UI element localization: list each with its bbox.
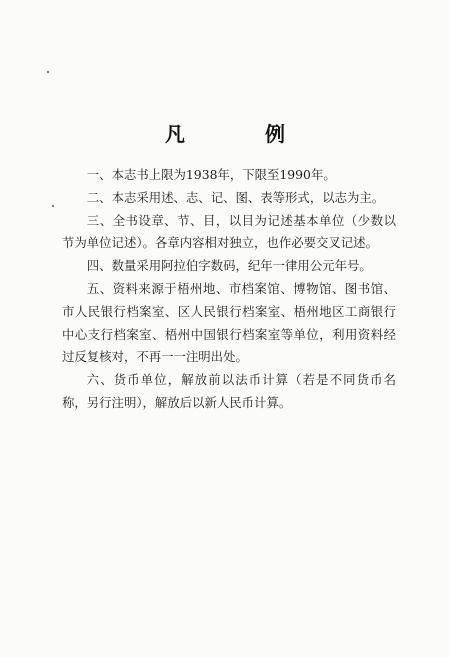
paragraph-4: 四、数量采用阿拉伯字数码，纪年一律用公元年号。 bbox=[86, 258, 372, 274]
paragraph-5: 五、资料来源于梧州地、市档案馆、博物馆、图书馆、市人民银行档案室、区人民银行档案室、梧州地区工商银行中心支行档案室、梧州中国银行档案室等单位，利用资料经过反复核对，不再一一注明出处。 bbox=[62, 280, 396, 365]
paragraph-1: 一、本志书上限为1938年，下限至1990年。 bbox=[86, 167, 336, 182]
scan-speck bbox=[47, 71, 49, 73]
scan-speck bbox=[52, 205, 54, 207]
document-body bbox=[62, 164, 396, 415]
paragraph-6: 六、货币单位，解放前以法币计算（若是不同货币名称，另行注明），解放后以新人民币计算。 bbox=[62, 372, 396, 410]
paragraph-3: 三、全书设章、节、目，以目为记述基本单位（少数以节为单位记述）。各章内容相对独立，也作必要交叉记述。 bbox=[62, 212, 396, 251]
paragraph-2: 二、本志采用述、志、记、图、表等形式，以志为主。 bbox=[86, 189, 385, 205]
page-title: 凡 例 bbox=[165, 122, 315, 146]
